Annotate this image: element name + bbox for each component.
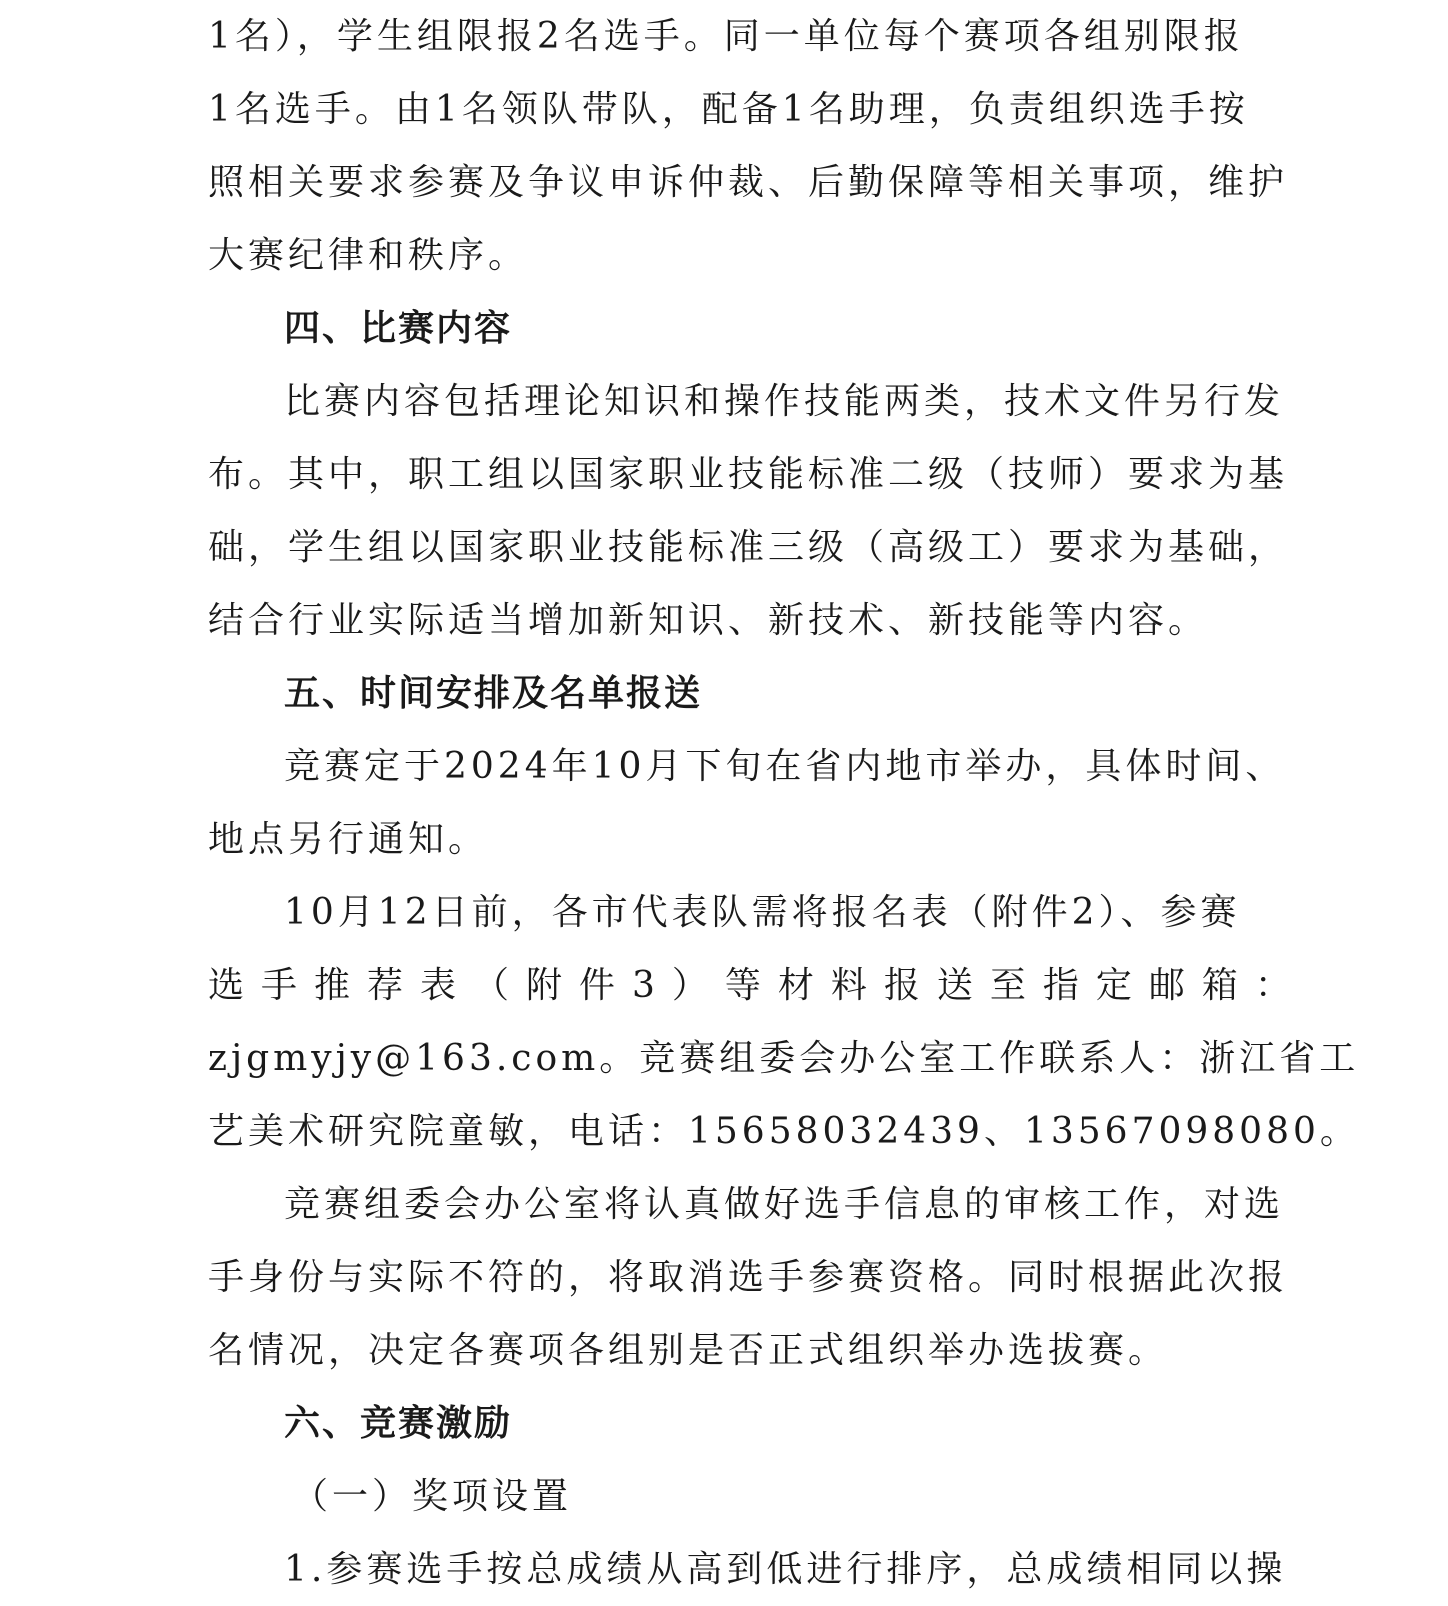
paragraph-line: zjgmyjy@163.com。竞赛组委会办公室工作联系人：浙江省工	[208, 1038, 1360, 1079]
paragraph-line: 础，学生组以国家职业技能标准三级（高级工）要求为基础，	[208, 527, 1289, 568]
paragraph-line: 竞赛定于2024年10月下旬在省内地市举办，具体时间、	[284, 746, 1286, 787]
paragraph-line: 手身份与实际不符的，将取消选手参赛资格。同时根据此次报	[208, 1257, 1289, 1298]
document-page	[208, 0, 1360, 1606]
paragraph-line: 10月12日前，各市代表队需将报名表（附件2）、参赛	[284, 892, 1241, 933]
section-heading-5: 五、时间安排及名单报送	[284, 673, 703, 714]
paragraph-line: 1名），学生组限报2名选手。同一单位每个赛项各组别限报	[208, 16, 1244, 57]
paragraph-line: 艺美术研究院童敏，电话：15658032439、13567098080。	[208, 1111, 1360, 1152]
paragraph-line: 结合行业实际适当增加新知识、新技术、新技能等内容。	[208, 600, 1209, 641]
paragraph-line: 选手推荐表（附件3）等材料报送至指定邮箱：	[208, 965, 1308, 1006]
paragraph-line: 布。其中，职工组以国家职业技能标准二级（技师）要求为基	[208, 454, 1289, 495]
paragraph-line: 竞赛组委会办公室将认真做好选手信息的审核工作，对选	[284, 1184, 1285, 1225]
paragraph-line: 1.参赛选手按总成绩从高到低进行排序，总成绩相同以操	[284, 1549, 1287, 1590]
paragraph-line: 地点另行通知。	[208, 819, 489, 860]
paragraph-line: 名情况，决定各赛项各组别是否正式组织举办选拔赛。	[208, 1330, 1169, 1371]
paragraph-line: 1名选手。由1名领队带队，配备1名助理，负责组织选手按	[208, 89, 1249, 130]
paragraph-line: 大赛纪律和秩序。	[208, 235, 529, 276]
paragraph-line: 比赛内容包括理论知识和操作技能两类，技术文件另行发	[284, 381, 1285, 422]
subsection-heading: （一）奖项设置	[292, 1476, 573, 1517]
section-heading-6: 六、竞赛激励	[284, 1403, 513, 1444]
section-heading-4: 四、比赛内容	[284, 308, 513, 349]
paragraph-line: 照相关要求参赛及争议申诉仲裁、后勤保障等相关事项，维护	[208, 162, 1289, 203]
